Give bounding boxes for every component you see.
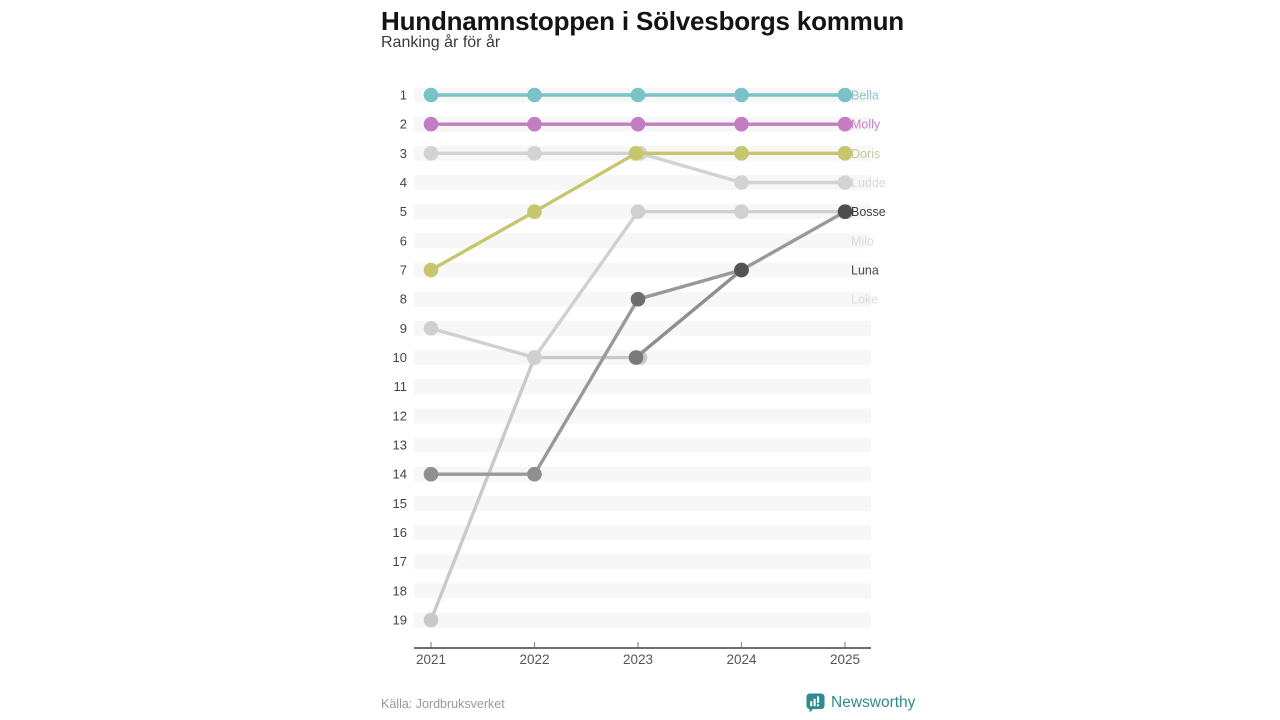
bump-chart xyxy=(370,60,930,685)
rank-tick-label: 3 xyxy=(399,145,407,161)
year-tick-label: 2021 xyxy=(415,652,447,667)
rank-tick-label: 14 xyxy=(392,466,407,482)
series-dot-doris xyxy=(424,263,439,278)
series-dot-bosse xyxy=(527,467,542,482)
row-stripe xyxy=(414,583,871,598)
row-stripe xyxy=(414,321,871,336)
series-dot-bella xyxy=(631,88,646,103)
source-note: Källa: Jordbruksverket xyxy=(381,697,505,711)
series-label-bosse: Bosse xyxy=(851,205,886,220)
rank-tick-label: 18 xyxy=(392,583,407,599)
series-label-loke: Loke xyxy=(851,292,879,307)
row-stripe xyxy=(414,496,871,511)
series-label-luna: Luna xyxy=(851,263,879,278)
rank-tick-label: 12 xyxy=(392,408,407,424)
series-dot-doris xyxy=(629,146,644,161)
rank-tick-label: 8 xyxy=(399,291,407,307)
series-label-ludde: Ludde xyxy=(851,176,886,191)
rank-tick-label: 10 xyxy=(392,350,407,366)
series-dot-bosse xyxy=(734,263,749,278)
series-dot-milo xyxy=(527,350,542,365)
row-stripe xyxy=(414,438,871,453)
series-label-bella: Bella xyxy=(851,88,879,103)
bump-chart-svg xyxy=(370,60,930,685)
series-dot-luna xyxy=(629,350,644,365)
rank-tick-label: 9 xyxy=(399,320,407,336)
series-label-milo: Milo xyxy=(851,234,874,249)
rank-tick-label: 16 xyxy=(392,525,407,541)
row-stripe xyxy=(414,554,871,569)
series-dot-molly xyxy=(631,117,646,132)
series-dot-bella xyxy=(527,88,542,103)
row-stripe xyxy=(414,525,871,540)
rank-tick-label: 5 xyxy=(399,204,407,220)
row-stripe xyxy=(414,379,871,394)
year-tick-label: 2024 xyxy=(726,652,757,667)
rank-tick-label: 19 xyxy=(392,612,407,628)
rank-tick-label: 13 xyxy=(392,437,407,453)
series-dot-ludde xyxy=(734,175,749,190)
newsworthy-link[interactable] xyxy=(806,693,915,713)
rank-tick-label: 17 xyxy=(392,554,407,570)
page-title: Hundnamnstoppen i Sölvesborgs kommun xyxy=(381,6,904,36)
row-stripe xyxy=(414,613,871,628)
rank-tick-label: 1 xyxy=(399,87,407,103)
series-dot-ludde xyxy=(527,146,542,161)
series-dot-milo xyxy=(631,204,646,219)
series-dot-milo xyxy=(734,204,749,219)
year-tick-label: 2023 xyxy=(622,652,654,667)
series-dot-doris xyxy=(527,204,542,219)
series-dot-molly xyxy=(734,117,749,132)
year-tick-label: 2022 xyxy=(519,652,550,667)
series-dot-bella xyxy=(734,88,749,103)
newsworthy-logo-icon xyxy=(806,693,825,713)
series-dot-molly xyxy=(527,117,542,132)
series-dot-molly xyxy=(424,117,439,132)
series-dot-bella xyxy=(424,88,439,103)
row-stripe xyxy=(414,408,871,423)
series-dot-bosse xyxy=(424,467,439,482)
rank-tick-label: 15 xyxy=(392,495,407,511)
series-dot-ludde xyxy=(424,146,439,161)
series-label-doris: Doris xyxy=(851,146,881,161)
series-line-bosse xyxy=(431,212,845,475)
series-label-molly: Molly xyxy=(851,117,881,132)
series-dot-loke xyxy=(424,613,439,628)
series-dot-doris xyxy=(734,146,749,161)
series-line-loke xyxy=(431,358,640,621)
rank-tick-label: 11 xyxy=(393,379,407,395)
series-dot-milo xyxy=(424,321,439,336)
row-stripe xyxy=(414,263,871,278)
page-subtitle: Ranking år för år xyxy=(381,34,501,51)
rank-tick-label: 6 xyxy=(399,233,407,249)
rank-tick-label: 7 xyxy=(399,262,407,278)
rank-tick-label: 4 xyxy=(399,175,407,191)
rank-tick-label: 2 xyxy=(399,116,407,132)
series-dot-bosse xyxy=(631,292,646,307)
newsworthy-wordmark: Newsworthy xyxy=(831,694,916,711)
year-tick-label: 2025 xyxy=(829,652,861,667)
